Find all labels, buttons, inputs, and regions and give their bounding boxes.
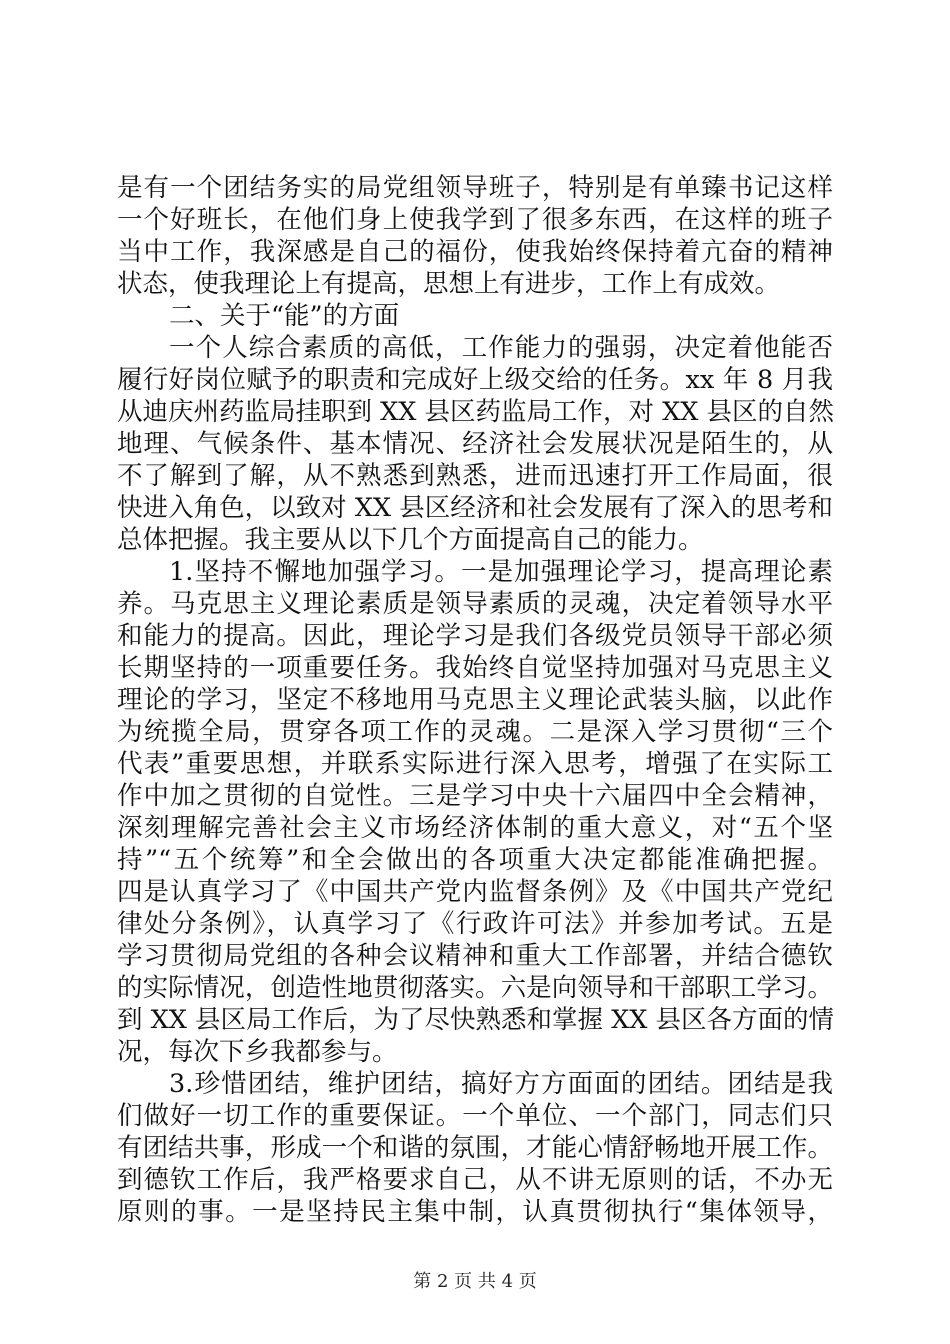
- body-text-line: 和能力的提高。因此，理论学习是我们各级党员领导干部必须: [117, 621, 833, 651]
- body-text-line: 一个好班长，在他们身上使我学到了很多东西，在这样的班子: [117, 205, 833, 235]
- body-text-line: 3.珍惜团结，维护团结，搞好方方面面的团结。团结是我: [169, 1069, 833, 1099]
- body-text-line: 到 XX 县区局工作后，为了尽快熟悉和掌握 XX 县区各方面的情: [117, 1005, 835, 1035]
- body-text-line: 有团结共事，形成一个和谐的氛围，才能心情舒畅地开展工作。: [117, 1133, 833, 1163]
- body-text-line: 地理、气候条件、基本情况、经济社会发展状况是陌生的，从: [117, 429, 833, 459]
- body-text-line: 从迪庆州药监局挂职到 XX 县区药监局工作，对 XX 县区的自然: [117, 397, 835, 427]
- body-text-line: 的实际情况，创造性地贯彻落实。六是向领导和干部职工学习。: [117, 973, 833, 1003]
- body-text-line: 持”“五个统筹”和全会做出的各项重大决定都能准确把握。: [117, 845, 833, 875]
- page-number-footer: 第 2 页 共 4 页: [413, 1271, 537, 1292]
- body-text-line: 养。马克思主义理论素质是领导素质的灵魂，决定着领导水平: [117, 589, 833, 619]
- body-text-line: 深刻理解完善社会主义市场经济体制的重大意义，对“五个坚: [117, 813, 833, 843]
- body-text-line: 四是认真学习了《中国共产党内监督条例》及《中国共产党纪: [117, 877, 833, 907]
- body-text-line: 学习贯彻局党组的各种会议精神和重大工作部署，并结合德钦: [117, 941, 833, 971]
- body-text-line: 一个人综合素质的高低，工作能力的强弱，决定着他能否: [169, 333, 833, 363]
- body-text-line: 长期坚持的一项重要任务。我始终自觉坚持加强对马克思主义: [117, 653, 833, 683]
- body-text-line: 总体把握。我主要从以下几个方面提高自己的能力。: [117, 525, 704, 555]
- section-heading: 二、关于“能”的方面: [169, 301, 400, 331]
- body-text-line: 不了解到了解，从不熟悉到熟悉，进而迅速打开工作局面，很: [117, 461, 833, 491]
- body-text-line: 为统揽全局，贯穿各项工作的灵魂。二是深入学习贯彻“三个: [117, 717, 833, 747]
- body-text-line: 1.坚持不懈地加强学习。一是加强理论学习，提高理论素: [169, 557, 833, 587]
- body-text-line: 代表”重要思想，并联系实际进行深入思考，增强了在实际工: [117, 749, 833, 779]
- body-text-line: 们做好一切工作的重要保证。一个单位、一个部门，同志们只: [117, 1101, 833, 1131]
- body-text-line: 律处分条例》，认真学习了《行政许可法》并参加考试。五是: [117, 909, 833, 939]
- body-text-line: 况，每次下乡我都参与。: [117, 1037, 398, 1067]
- body-text-line: 履行好岗位赋予的职责和完成好上级交给的任务。xx 年 8 月我: [117, 365, 833, 395]
- body-text-line: 作中加之贯彻的自觉性。三是学习中央十六届四中全会精神，: [117, 781, 833, 811]
- body-text-line: 原则的事。一是坚持民主集中制，认真贯彻执行“集体领导，: [117, 1197, 833, 1227]
- body-text-line: 是有一个团结务实的局党组领导班子，特别是有单臻书记这样: [117, 173, 833, 203]
- body-text-line: 到德钦工作后，我严格要求自己，从不讲无原则的话，不办无: [117, 1165, 833, 1195]
- body-text-line: 状态，使我理论上有提高，思想上有进步，工作上有成效。: [117, 269, 781, 299]
- body-text-line: 理论的学习，坚定不移地用马克思主义理论武装头脑，以此作: [117, 685, 833, 715]
- body-text-line: 快进入角色，以致对 XX 县区经济和社会发展有了深入的思考和: [117, 493, 833, 523]
- body-text-line: 当中工作，我深感是自己的福份，使我始终保持着亢奋的精神: [117, 237, 833, 267]
